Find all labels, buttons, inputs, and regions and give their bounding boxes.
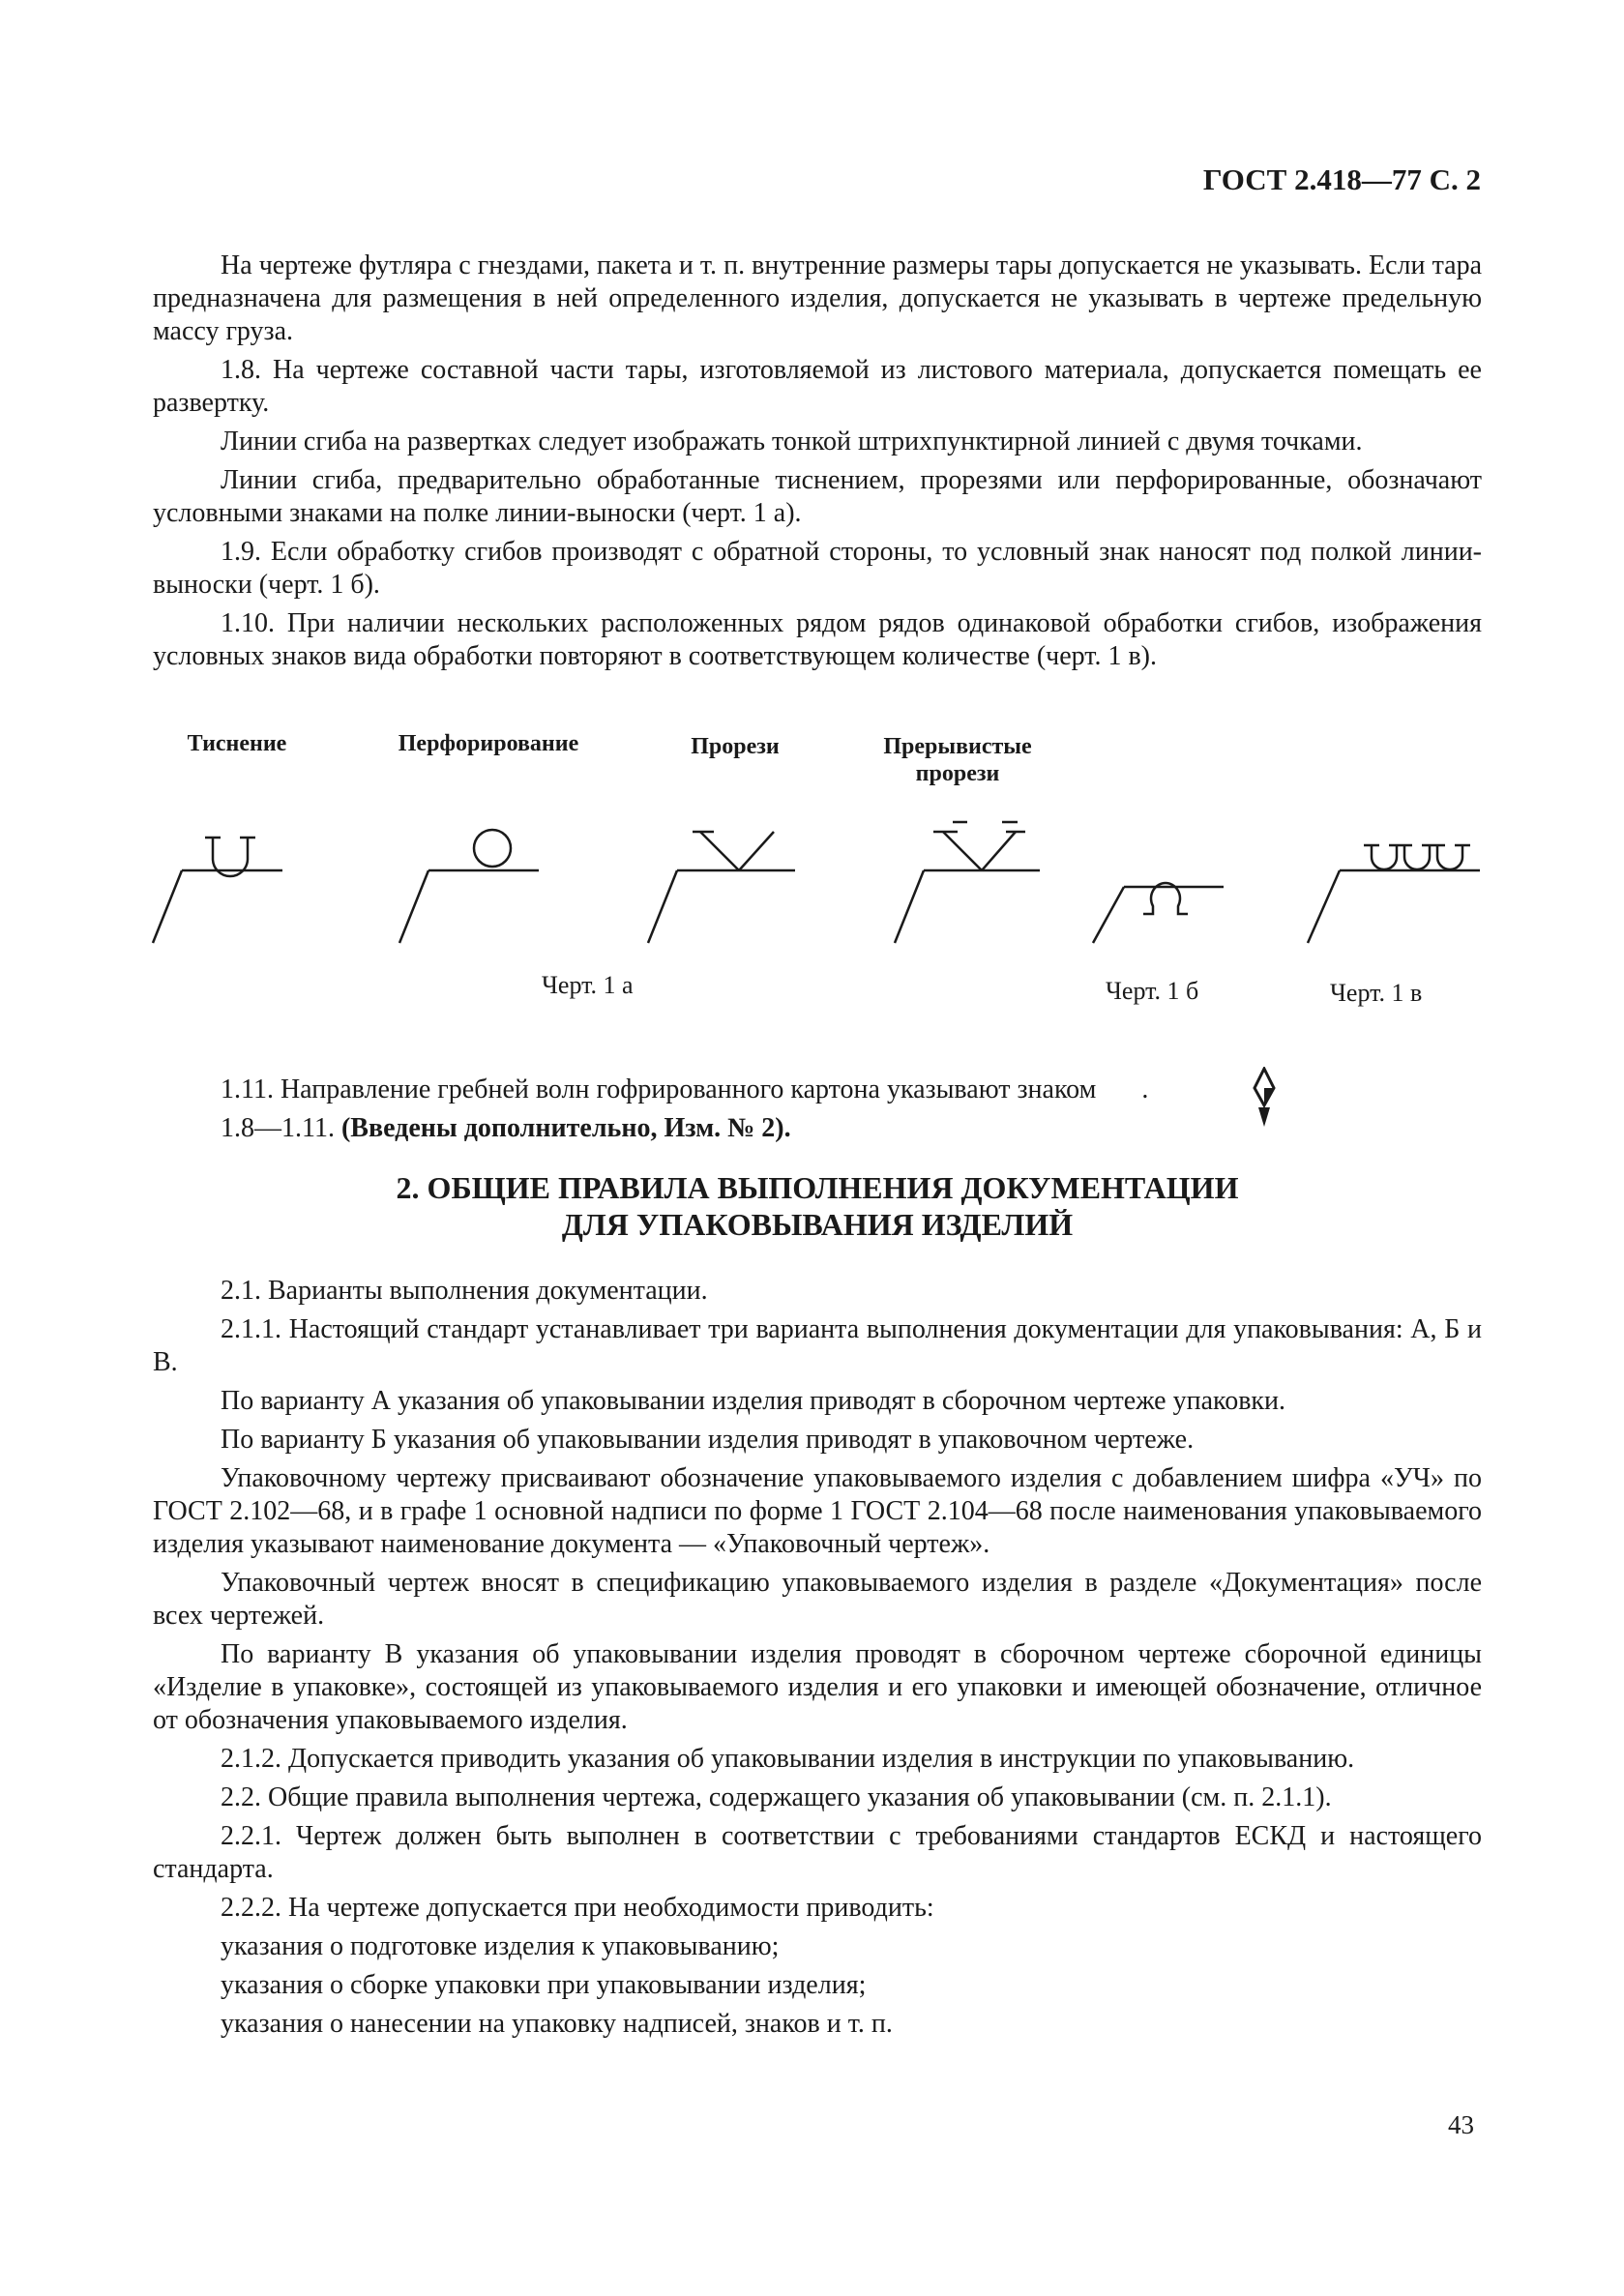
paragraph-1-11-text: 1.11. Направление гребней волн гофрированного картона указывают знаком	[221, 1074, 1097, 1104]
paragraph: 1.9. Если обработку сгибов производят с обратной стороны, то условный знак наносят под полкой линии-выноски (черт. 1 б).	[153, 537, 1482, 600]
paragraph: указания о подготовке изделия к упаковыванию;	[221, 1931, 780, 1961]
paragraph: Линии сгиба, предварительно обработанные тиснением, прорезями или перфорированные, обозначают условными знаками на полке линии-выноски (черт. 1 а).	[153, 465, 1482, 528]
paragraph: На чертеже футляра с гнездами, пакета и т. п. внутренние размеры тары допускается не указывать. Если тара предназначена для размещения в ней определенного изделия, допускается не указывать в чертеже предельную массу груза.	[153, 250, 1482, 346]
amendment-note: (Введены дополнительно, Изм. № 2).	[340, 1113, 791, 1143]
paragraph: 2.1. Варианты выполнения документации.	[221, 1276, 708, 1306]
page-number: 43	[1448, 2110, 1474, 2139]
caption-chert-1c: Черт. 1 в	[1330, 979, 1423, 1007]
paragraph: 1.10. При наличии нескольких расположенных рядом рядов одинаковой обработки сгибов, изображения условных знаков вида обработки повторяют в соответствующем количестве (черт. 1 в).	[153, 608, 1482, 671]
label-intermittent-slots: Прерывистые прорези	[883, 734, 1032, 786]
body-text-block-3	[153, 1275, 1482, 2046]
label-slots: Прорези	[691, 734, 780, 759]
intermittent-slots-symbol	[895, 822, 1040, 943]
embossing-symbol	[153, 838, 282, 943]
paragraph: 2.2.1. Чертеж должен быть выполнен в соответствии с требованиями стандартов ЕСКД и настоящего стандарта.	[153, 1821, 1482, 1884]
paragraph: 2.1.1. Настоящий стандарт устанавливает три варианта выполнения документации для упаковывания: А, Б и В.	[153, 1314, 1482, 1377]
paragraph: Упаковочному чертежу присваивают обозначение упаковываемого изделия с добавлением шифра «УЧ» по ГОСТ 2.102—68, и в графе 1 основной надписи по форме 1 ГОСТ 2.104—68 после наименования упаковываемого изделия указывают наименование документа — «Упаковочный чертеж».	[153, 1463, 1482, 1559]
label-perforation: Перфорирование	[398, 731, 579, 756]
paragraph: 2.2. Общие правила выполнения чертежа, содержащего указания об упаковывании (см. п. 2.1.1).	[221, 1782, 1332, 1812]
page-header: ГОСТ 2.418—77 С. 2	[1202, 162, 1481, 196]
paragraph: 2.1.2. Допускается приводить указания об упаковывании изделия в инструкции по упаковыванию.	[221, 1744, 1355, 1774]
caption-chert-1a: Черт. 1 а	[542, 971, 634, 999]
paragraph: указания о сборке упаковки при упаковывании изделия;	[221, 1970, 867, 2000]
slots-symbol	[648, 832, 795, 943]
paragraph: 2.2.2. На чертеже допускается при необходимости приводить:	[221, 1893, 934, 1923]
paragraph: По варианту А указания об упаковывании изделия приводят в сборочном чертеже упаковки.	[221, 1386, 1286, 1416]
paragraph: Линии сгиба на развертках следует изображать тонкой штрихпунктирной линией с двумя точками.	[221, 427, 1363, 456]
paragraph-amendment	[153, 1112, 1482, 1145]
paragraph: По варианту Б указания об упаковывании изделия приводят в упаковочном чертеже.	[221, 1425, 1195, 1455]
perforation-symbol	[399, 830, 539, 943]
paragraph: 1.8. На чертеже составной части тары, изготовляемой из листового материала, допускается помещать ее развертку.	[153, 355, 1482, 418]
corrugation-direction-icon	[1252, 1067, 1277, 1129]
section-2-title-line-1: 2. ОБЩИЕ ПРАВИЛА ВЫПОЛНЕНИЯ ДОКУМЕНТАЦИИ	[396, 1170, 1239, 1205]
paragraph-1-11-end: .	[1141, 1074, 1149, 1104]
paragraph: По варианту В указания об упаковывании изделия проводят в сборочном чертеже сборочной единицы «Изделие в упаковке», состоящей из упаковываемого изделия и его упаковки и имеющей обозначение, отличное от обозначения упаковываемого изделия.	[153, 1639, 1482, 1735]
body-text-block-2	[153, 1074, 1482, 1151]
section-2-heading	[153, 1169, 1482, 1243]
paragraph: Упаковочный чертеж вносят в спецификацию упаковываемого изделия в разделе «Документация» после всех чертежей.	[153, 1568, 1482, 1631]
amendment-prefix: 1.8—1.11.	[221, 1113, 335, 1143]
label-embossing: Тиснение	[187, 731, 287, 756]
caption-chert-1b: Черт. 1 б	[1106, 977, 1199, 1005]
reverse-side-symbol	[1093, 883, 1224, 943]
paragraph: указания о нанесении на упаковку надписей, знаков и т. п.	[221, 2009, 893, 2039]
paragraph-1-11	[153, 1074, 1482, 1106]
repeated-embossing-symbol	[1308, 845, 1480, 943]
section-2-title-line-2: ДЛЯ УПАКОВЫВАНИЯ ИЗДЕЛИЙ	[561, 1207, 1074, 1242]
